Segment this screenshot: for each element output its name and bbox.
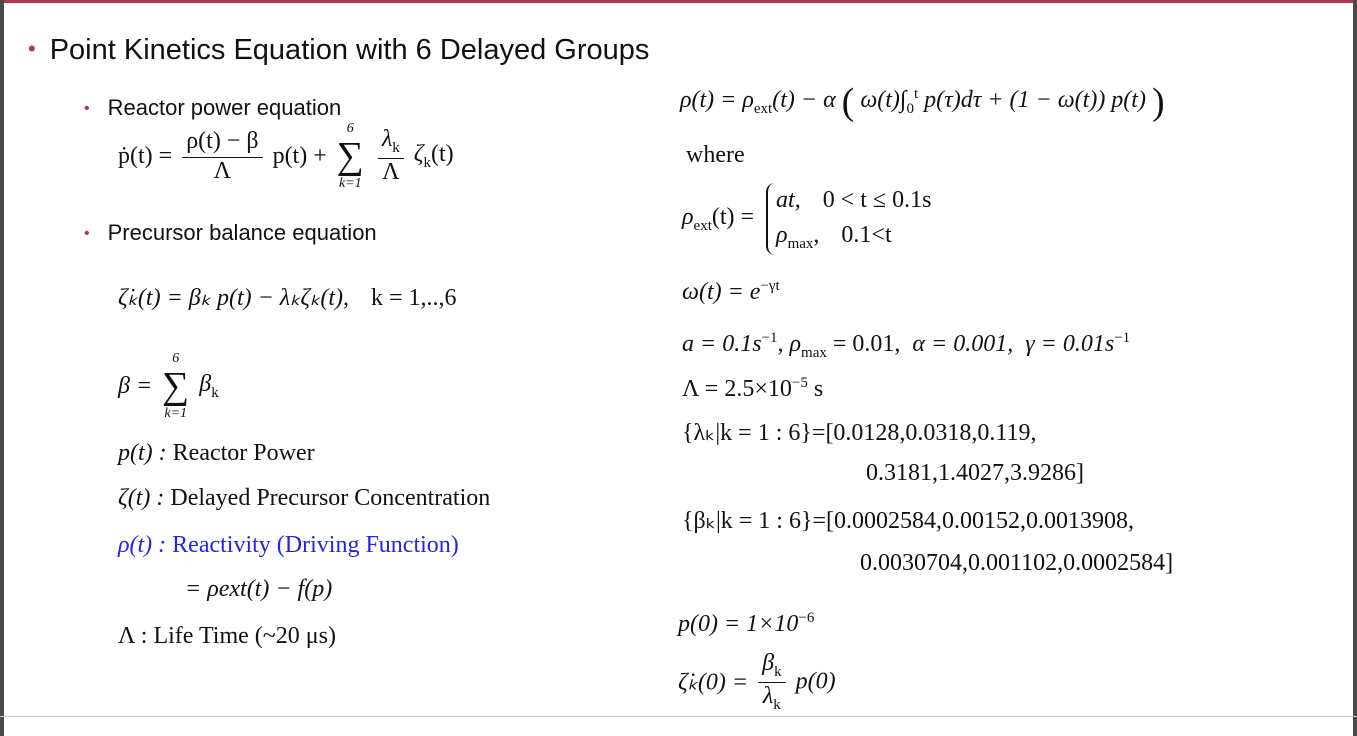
parameters-line (682, 330, 1130, 362)
lambda-set-line-2: 0.3181,1.4027,3.9286] (866, 460, 1084, 486)
beta-eq-sum-bot: k=1 (164, 405, 188, 421)
rho-eq-int-sup: t (914, 86, 919, 103)
p0-text: p(0) = 1×10 (678, 611, 799, 637)
definition-p (118, 440, 315, 467)
bullet-precursor-text: Precursor balance equation (107, 220, 377, 245)
left-paren: ( (841, 81, 855, 123)
initial-power (678, 610, 814, 638)
definition-lambda (118, 623, 336, 650)
definition-zeta (118, 485, 490, 512)
footer-divider (0, 716, 1357, 717)
p0-exp: −6 (798, 610, 815, 626)
piecewise-cases (766, 183, 931, 255)
definition-rho (118, 532, 459, 559)
case-2-condition: 0.1<t (841, 221, 892, 248)
def-zeta-symbol: ζ(t) : (118, 485, 165, 511)
power-eq-inner-num: λ (381, 126, 393, 153)
def-rho-symbol: ρ(t) : (118, 532, 167, 558)
rho-ext-piecewise (682, 183, 931, 255)
generation-time (682, 375, 823, 403)
power-eq-frac-num: ρ(t) − β (182, 128, 262, 158)
def-lambda-text: Life Time (~20 μs) (153, 623, 336, 649)
lambda-set-line-1: {λₖ|k = 1 : 6}=[0.0128,0.0318,0.119, (682, 420, 1037, 446)
beta-sum-equation (118, 352, 219, 421)
power-eq-sum-bot: k=1 (338, 175, 362, 191)
power-eq-tail-end: (t) (430, 141, 454, 168)
param-rho-max-sub: max (801, 344, 827, 361)
power-eq-sum-top: 6 (346, 121, 354, 136)
beta-set-line-2: 0.0030704,0.001102,0.0002584] (860, 550, 1174, 576)
zeta0-num: β (762, 650, 775, 676)
param-rho-max: , ρ (777, 331, 802, 357)
case-2-sub: max (787, 235, 814, 252)
case-2-value: ρ (776, 221, 788, 248)
right-border (1353, 0, 1357, 736)
power-eq-lhs: ṗ(t) = (118, 143, 173, 170)
top-accent-bar (0, 0, 1357, 3)
bullet-dot: • (84, 100, 90, 117)
power-eq-frac-den: Λ (213, 157, 232, 184)
omega-equation (682, 278, 780, 306)
rho-eq-int-sub: 0 (906, 100, 914, 117)
case-2-comma: , (813, 221, 820, 248)
left-border (0, 0, 4, 736)
param-gamma-exp: −1 (1114, 330, 1131, 346)
lambda-gen-unit: s (813, 376, 824, 402)
case-1 (776, 183, 931, 218)
rho-eq-inner-a: ω(t)∫ (860, 87, 907, 114)
def-p-symbol: p(t) : (118, 440, 167, 466)
power-eq-tail-sub: k (423, 155, 431, 172)
beta-set-line-1: {βₖ|k = 1 : 6}=[0.0002584,0.00152,0.0013908, (682, 508, 1135, 534)
beta-eq-sum-top: 6 (172, 351, 180, 366)
initial-precursor (678, 650, 836, 714)
title-text: Point Kinetics Equation with 6 Delayed Groups (49, 34, 650, 66)
rho-ext-lhs-tail: (t) = (711, 203, 755, 230)
def-p-text: Reactor Power (172, 440, 315, 466)
case-2 (776, 218, 931, 256)
right-paren: ) (1151, 81, 1165, 123)
case-1-value: at, (776, 187, 801, 213)
def-zeta-text: Delayed Precursor Concentration (170, 485, 491, 511)
zeta0-lhs: ζ̇ₖ(0) = (678, 669, 749, 696)
lambda-gen-exp: −5 (791, 375, 808, 391)
slide-title (28, 34, 649, 67)
param-gamma: γ = 0.01s (1025, 331, 1115, 357)
power-eq-sum (337, 122, 364, 191)
zeta0-num-sub: k (774, 663, 782, 680)
rho-eq-inner-b: p(τ)dτ + (1 − ω(t)) p(t) (924, 87, 1146, 114)
power-eq-inner-num-sub: k (392, 140, 400, 157)
omega-eq-exp: −γt (760, 278, 780, 294)
def-rho-text: Reactivity (Driving Function) (172, 532, 459, 558)
power-equation (118, 122, 454, 191)
precursor-eq-body: ζ̇ₖ(t) = βₖ p(t) − λₖζₖ(t), (118, 285, 349, 311)
bullet-dot: • (84, 225, 90, 242)
rho-eq-lhs-sub: ext (753, 100, 773, 117)
sigma-symbol: ∑ (336, 134, 364, 177)
lambda-gen-text: Λ = 2.5×10 (682, 376, 792, 402)
zeta0-den-sub: k (773, 696, 781, 713)
beta-eq-lhs: β = (118, 373, 153, 400)
bullet-power-text: Reactor power equation (107, 95, 342, 120)
precursor-equation (118, 283, 457, 312)
rho-eq-lhs: ρ(t) = ρ (680, 86, 754, 113)
rho-ext-lhs: ρ (682, 203, 694, 230)
power-eq-inner-den: Λ (382, 159, 400, 186)
rho-eq-lhs-tail: (t) − α (772, 86, 836, 113)
beta-eq-term: β (199, 371, 212, 398)
beta-eq-sum (162, 352, 189, 421)
zeta0-den: λ (762, 683, 774, 710)
bullet-power-equation (84, 95, 341, 121)
param-a-exp: −1 (761, 330, 778, 346)
param-rho-max-val: = 0.01, (832, 331, 901, 357)
power-eq-tail: ζ (413, 141, 424, 168)
case-1-condition: 0 < t ≤ 0.1s (822, 187, 932, 213)
param-a: a = 0.1s (682, 331, 762, 357)
title-bullet: • (28, 36, 36, 61)
definition-rho-expansion (185, 576, 332, 603)
param-alpha: α = 0.001, (912, 331, 1014, 357)
beta-eq-term-sub: k (211, 385, 219, 402)
reactivity-equation (680, 80, 1165, 124)
precursor-eq-range: k = 1,..,6 (371, 285, 457, 311)
rho-ext-lhs-sub: ext (693, 217, 712, 234)
bullet-precursor-equation (84, 220, 377, 246)
power-eq-inner-fraction (378, 126, 404, 187)
zeta0-tail: p(0) (795, 668, 836, 695)
def-lambda-symbol: Λ : (118, 623, 148, 649)
where-label: where (686, 142, 745, 168)
sigma-symbol: ∑ (162, 364, 190, 407)
def-rho-eq: = ρext(t) − f(p) (185, 576, 333, 602)
power-eq-fraction (182, 128, 262, 185)
omega-eq-lhs: ω(t) = e (682, 279, 761, 305)
zeta0-fraction (758, 650, 785, 714)
power-eq-mid: p(t) + (272, 143, 327, 170)
